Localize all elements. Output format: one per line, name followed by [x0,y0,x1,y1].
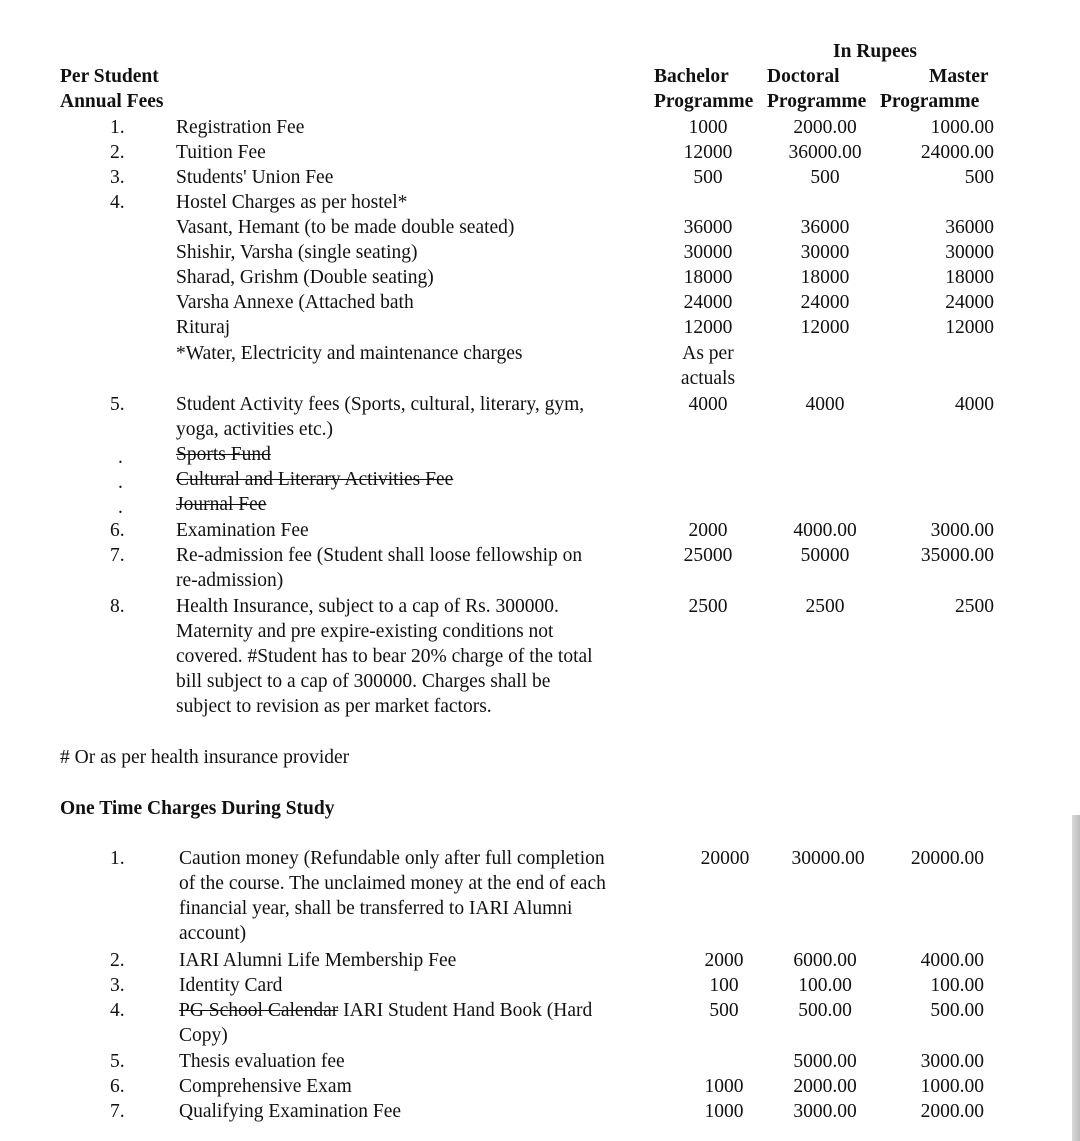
doctoral-value: 5000.00 [793,1051,857,1072]
bachelor-value: 1000 [704,1101,744,1122]
fee-label-health-insurance-cont: covered. #Student has to bear 20% charge of the total [176,646,593,667]
row-number: 1. [110,117,125,138]
fee-label-handbook-cont: Copy) [179,1025,228,1046]
fee-label-qualifying-exam: Qualifying Examination Fee [179,1101,402,1122]
row-number: 8. [110,596,125,617]
doctoral-value: 30000 [800,242,850,263]
struck-label-sports-fund: Sports Fund [176,444,271,465]
master-value: 1000.00 [920,1076,984,1097]
bachelor-value: 30000 [683,242,733,263]
master-value: 35000.00 [920,545,994,566]
bachelor-value: 2500 [688,596,728,617]
doctoral-value: 2500 [805,596,845,617]
bachelor-value: 20000 [700,848,750,869]
doctoral-value: 30000.00 [791,848,865,869]
doctoral-value: 12000 [800,317,850,338]
doctoral-value: 500.00 [798,1000,852,1021]
col-master-header-line2: Programme [880,91,980,112]
bachelor-value: 4000 [688,394,728,415]
master-value: 24000.00 [920,142,994,163]
master-value: 24000 [945,292,994,313]
master-value: 3000.00 [920,1051,984,1072]
doctoral-value: 3000.00 [793,1101,857,1122]
bachelor-value: 1000 [688,117,728,138]
fee-label-students-union: Students' Union Fee [176,167,334,188]
page-edge-divider [1072,815,1080,1141]
fee-label-comprehensive-exam: Comprehensive Exam [179,1076,352,1097]
struck-label-pg-school-calendar: PG School Calendar [179,1000,339,1021]
fee-label-caution-money-cont: financial year, shall be transferred to IARI Alumni [179,898,573,919]
hostel-label-shishir: Shishir, Varsha (single seating) [176,242,418,263]
section-title-line1: Per Student [60,66,159,87]
master-value: 12000 [945,317,994,338]
fee-label-alumni-membership: IARI Alumni Life Membership Fee [179,950,457,971]
fee-label-student-activity: Student Activity fees (Sports, cultural, literary, gym, [176,394,585,415]
doctoral-value: 24000 [800,292,850,313]
master-value: 18000 [945,267,994,288]
doctoral-value: 4000 [805,394,845,415]
section-title-line2: Annual Fees [60,91,164,112]
row-number: 4. [110,1000,125,1021]
fee-label-identity-card: Identity Card [179,975,283,996]
master-value: 4000.00 [920,950,984,971]
master-value: 36000 [945,217,994,238]
fee-label-student-activity-cont: yoga, activities etc.) [176,419,334,440]
master-value: 2500 [955,596,994,617]
fee-label-health-insurance-cont: Maternity and pre expire-existing conditions not [176,621,554,642]
doctoral-value: 50000 [800,545,850,566]
doctoral-value: 2000.00 [793,1076,857,1097]
bachelor-value: 24000 [683,292,733,313]
row-number: 4. [110,192,125,213]
master-value: 2000.00 [920,1101,984,1122]
fee-label-readmission-cont: re-admission) [176,570,284,591]
hostel-label-vasant: Vasant, Hemant (to be made double seated) [176,217,515,238]
col-master-header-line1: Master [929,66,989,87]
master-value: 20000.00 [910,848,984,869]
row-number: 7. [110,1101,125,1122]
fee-label-caution-money-cont: of the course. The unclaimed money at the end of each [179,873,606,894]
bachelor-value: 12000 [683,142,733,163]
struck-label-cultural-literary: Cultural and Literary Activities Fee [176,469,454,490]
row-number: 6. [110,520,125,541]
bachelor-value: 25000 [683,545,733,566]
doctoral-value: 36000.00 [788,142,862,163]
doctoral-value: 36000 [800,217,850,238]
master-value: 500.00 [930,1000,984,1021]
col-bachelor-header-line1: Bachelor [654,66,729,87]
hostel-label-varsha-annexe: Varsha Annexe (Attached bath [176,292,414,313]
bachelor-value: 36000 [683,217,733,238]
hostel-label-rituraj: Rituraj [176,317,231,338]
fee-label-handbook [179,998,592,1023]
sub-bullet: . [118,497,123,518]
sub-bullet: . [118,472,123,493]
row-number: 3. [110,975,125,996]
fee-label-hostel: Hostel Charges as per hostel* [176,192,408,213]
master-value: 3000.00 [930,520,994,541]
master-value: 30000 [945,242,994,263]
doctoral-value: 500 [810,167,840,188]
row-number: 3. [110,167,125,188]
fee-label-health-insurance-cont: bill subject to a cap of 300000. Charges shall be [176,671,551,692]
fee-label-tuition: Tuition Fee [176,142,266,163]
hostel-label-sharad: Sharad, Grishm (Double seating) [176,267,434,288]
doctoral-value: 4000.00 [793,520,857,541]
sub-bullet: . [118,447,123,468]
row-number: 7. [110,545,125,566]
bachelor-value: 2000 [704,950,744,971]
row-number: 6. [110,1076,125,1097]
currency-note: In Rupees [833,41,917,62]
bachelor-value: 100 [709,975,739,996]
master-value: 500 [964,167,994,188]
bachelor-value: 500 [693,167,723,188]
fee-label-caution-money-cont: account) [179,923,247,944]
bachelor-value: 2000 [688,520,728,541]
fee-label-health-insurance-cont: subject to revision as per market factors. [176,696,492,717]
struck-label-journal-fee: Journal Fee [176,494,267,515]
master-value: 4000 [955,394,994,415]
bachelor-value: As per [682,343,734,364]
bachelor-value: 1000 [704,1076,744,1097]
fee-label-thesis-evaluation: Thesis evaluation fee [179,1051,345,1072]
row-number: 2. [110,950,125,971]
master-value: 1000.00 [930,117,994,138]
row-number: 2. [110,142,125,163]
bachelor-value: 12000 [683,317,733,338]
one-time-heading: One Time Charges During Study [60,798,335,819]
doctoral-value: 2000.00 [793,117,857,138]
row-number: 1. [110,848,125,869]
bachelor-value: 500 [709,1000,739,1021]
master-value: 100.00 [930,975,984,996]
col-doctoral-header-line1: Doctoral [767,66,840,87]
hostel-label-water-electricity: *Water, Electricity and maintenance charges [176,343,523,364]
fee-label-examination: Examination Fee [176,520,309,541]
fee-label-caution-money: Caution money (Refundable only after full completion [179,848,605,869]
row-number: 5. [110,394,125,415]
bachelor-value: 18000 [683,267,733,288]
fee-label-registration: Registration Fee [176,117,305,138]
col-doctoral-header-line2: Programme [767,91,867,112]
doctoral-value: 100.00 [798,975,852,996]
footnote: # Or as per health insurance provider [60,747,350,768]
handbook-label: IARI Student Hand Book (Hard [343,1000,593,1021]
doctoral-value: 18000 [800,267,850,288]
doctoral-value: 6000.00 [793,950,857,971]
fee-label-readmission: Re-admission fee (Student shall loose fellowship on [176,545,583,566]
bachelor-value: actuals [680,368,736,389]
col-bachelor-header-line2: Programme [654,91,754,112]
row-number: 5. [110,1051,125,1072]
fee-label-health-insurance: Health Insurance, subject to a cap of Rs. 300000. [176,596,559,617]
